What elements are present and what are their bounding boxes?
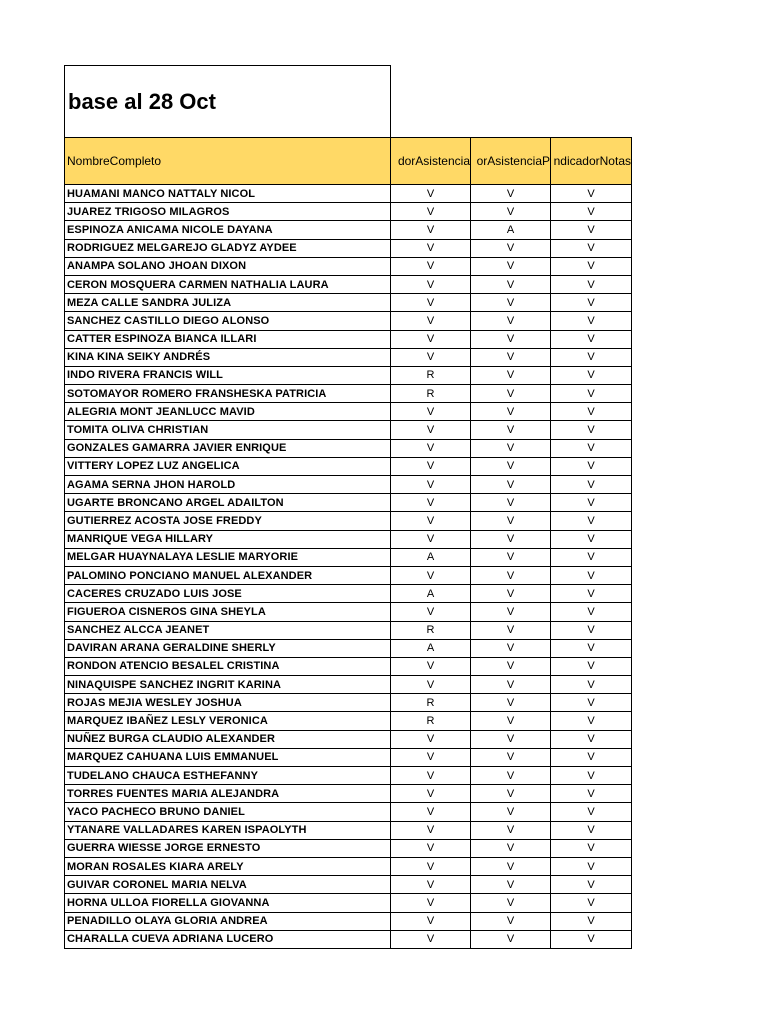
asistencia-cell[interactable]: A — [391, 639, 471, 657]
table-row — [65, 748, 632, 766]
asistencia-p-cell[interactable]: V — [471, 694, 551, 712]
asistencia-cell[interactable]: R — [391, 712, 471, 730]
asistencia-p-cell[interactable]: V — [471, 876, 551, 894]
notas-cell[interactable]: V — [551, 730, 632, 748]
table-row — [65, 639, 632, 657]
name-cell[interactable]: KINA KINA SEIKY ANDRÉS — [65, 348, 391, 366]
name-cell[interactable]: FIGUEROA CISNEROS GINA SHEYLA — [65, 603, 391, 621]
asistencia-cell[interactable]: V — [391, 312, 471, 330]
name-cell[interactable]: INDO RIVERA FRANCIS WILL — [65, 366, 391, 384]
name-cell[interactable]: ESPINOZA ANICAMA NICOLE DAYANA — [65, 221, 391, 239]
table-row — [65, 839, 632, 857]
asistencia-cell[interactable]: R — [391, 366, 471, 384]
table-row — [65, 857, 632, 875]
notas-cell[interactable]: V — [551, 821, 632, 839]
asistencia-p-cell[interactable]: V — [471, 603, 551, 621]
asistencia-p-cell[interactable]: V — [471, 403, 551, 421]
asistencia-p-cell[interactable]: V — [471, 203, 551, 221]
asistencia-cell[interactable]: V — [391, 476, 471, 494]
asistencia-cell[interactable]: R — [391, 621, 471, 639]
name-cell[interactable]: YTANARE VALLADARES KAREN ISPAOLYTH — [65, 821, 391, 839]
table-row — [65, 403, 632, 421]
notas-cell[interactable]: V — [551, 494, 632, 512]
notas-cell[interactable]: V — [551, 857, 632, 875]
asistencia-cell[interactable]: V — [391, 930, 471, 948]
name-cell[interactable]: HUAMANI MANCO NATTALY NICOL — [65, 185, 391, 203]
asistencia-p-cell[interactable]: V — [471, 767, 551, 785]
table-row — [65, 476, 632, 494]
table-row — [65, 585, 632, 603]
notas-cell[interactable]: V — [551, 785, 632, 803]
notas-cell[interactable]: V — [551, 639, 632, 657]
name-cell[interactable]: YACO PACHECO BRUNO DANIEL — [65, 803, 391, 821]
notas-cell[interactable]: V — [551, 694, 632, 712]
asistencia-cell[interactable]: V — [391, 257, 471, 275]
table-row — [65, 512, 632, 530]
name-cell[interactable]: TORRES FUENTES MARIA ALEJANDRA — [65, 785, 391, 803]
notas-cell[interactable]: V — [551, 476, 632, 494]
table-row — [65, 494, 632, 512]
asistencia-p-cell[interactable]: V — [471, 476, 551, 494]
table-row — [65, 294, 632, 312]
name-cell[interactable]: CERON MOSQUERA CARMEN NATHALIA LAURA — [65, 275, 391, 293]
asistencia-p-cell[interactable]: V — [471, 621, 551, 639]
asistencia-p-cell[interactable]: V — [471, 730, 551, 748]
name-cell[interactable]: SANCHEZ ALCCA JEANET — [65, 621, 391, 639]
asistencia-p-cell[interactable]: V — [471, 275, 551, 293]
asistencia-cell[interactable]: V — [391, 857, 471, 875]
table-row — [65, 821, 632, 839]
asistencia-cell[interactable]: V — [391, 185, 471, 203]
asistencia-p-cell[interactable]: V — [471, 494, 551, 512]
asistencia-p-cell[interactable]: V — [471, 930, 551, 948]
name-cell[interactable]: PENADILLO OLAYA GLORIA ANDREA — [65, 912, 391, 930]
name-cell[interactable]: NINAQUISPE SANCHEZ INGRIT KARINA — [65, 676, 391, 694]
table-row — [65, 385, 632, 403]
asistencia-p-cell[interactable]: V — [471, 457, 551, 475]
table-row — [65, 566, 632, 584]
table-row — [65, 257, 632, 275]
name-cell[interactable]: VITTERY LOPEZ LUZ ANGELICA — [65, 457, 391, 475]
asistencia-cell[interactable]: V — [391, 239, 471, 257]
table-row — [65, 185, 632, 203]
header-indicador-asistencia-p[interactable]: orAsistenciaP — [471, 138, 551, 185]
notas-cell[interactable]: V — [551, 403, 632, 421]
asistencia-p-cell[interactable]: V — [471, 348, 551, 366]
name-cell[interactable]: CATTER ESPINOZA BIANCA ILLARI — [65, 330, 391, 348]
asistencia-cell[interactable]: V — [391, 748, 471, 766]
table-row — [65, 657, 632, 675]
table-row — [65, 876, 632, 894]
name-cell[interactable]: PALOMINO PONCIANO MANUEL ALEXANDER — [65, 566, 391, 584]
asistencia-p-cell[interactable]: V — [471, 894, 551, 912]
notas-cell[interactable]: V — [551, 912, 632, 930]
name-cell[interactable]: SOTOMAYOR ROMERO FRANSHESKA PATRICIA — [65, 385, 391, 403]
asistencia-p-cell[interactable]: V — [471, 566, 551, 584]
table-row — [65, 603, 632, 621]
asistencia-p-cell[interactable]: V — [471, 639, 551, 657]
asistencia-cell[interactable]: V — [391, 494, 471, 512]
asistencia-cell[interactable]: V — [391, 439, 471, 457]
name-cell[interactable]: JUAREZ TRIGOSO MILAGROS — [65, 203, 391, 221]
name-cell[interactable]: CHARALLA CUEVA ADRIANA LUCERO — [65, 930, 391, 948]
notas-cell[interactable]: V — [551, 894, 632, 912]
name-cell[interactable]: MARQUEZ IBAÑEZ LESLY VERONICA — [65, 712, 391, 730]
header-nombre-completo[interactable]: NombreCompleto — [65, 138, 391, 185]
asistencia-cell[interactable]: V — [391, 876, 471, 894]
name-cell[interactable]: HORNA ULLOA FIORELLA GIOVANNA — [65, 894, 391, 912]
asistencia-p-cell[interactable]: V — [471, 857, 551, 875]
name-cell[interactable]: AGAMA SERNA JHON HAROLD — [65, 476, 391, 494]
notas-cell[interactable]: V — [551, 385, 632, 403]
asistencia-p-cell[interactable]: V — [471, 803, 551, 821]
asistencia-p-cell[interactable]: V — [471, 366, 551, 384]
asistencia-cell[interactable]: V — [391, 566, 471, 584]
name-cell[interactable]: RONDON ATENCIO BESALEL CRISTINA — [65, 657, 391, 675]
name-cell[interactable]: RODRIGUEZ MELGAREJO GLADYZ AYDEE — [65, 239, 391, 257]
header-indicador-asistencia[interactable]: dorAsistencia — [391, 138, 471, 185]
notas-cell[interactable]: V — [551, 621, 632, 639]
notas-cell[interactable]: V — [551, 512, 632, 530]
table-row — [65, 548, 632, 566]
table-row — [65, 912, 632, 930]
asistencia-p-cell[interactable]: V — [471, 585, 551, 603]
asistencia-p-cell[interactable]: V — [471, 912, 551, 930]
asistencia-p-cell[interactable]: V — [471, 712, 551, 730]
name-cell[interactable]: TUDELANO CHAUCA ESTHEFANNY — [65, 767, 391, 785]
asistencia-cell[interactable]: V — [391, 912, 471, 930]
sheet-title: base al 28 Oct — [65, 66, 391, 138]
asistencia-cell[interactable]: V — [391, 203, 471, 221]
name-cell[interactable]: MORAN ROSALES KIARA ARELY — [65, 857, 391, 875]
notas-cell[interactable]: V — [551, 566, 632, 584]
asistencia-p-cell[interactable]: V — [471, 785, 551, 803]
table-row — [65, 730, 632, 748]
asistencia-cell[interactable]: V — [391, 657, 471, 675]
table-row — [65, 439, 632, 457]
name-cell[interactable]: TOMITA OLIVA CHRISTIAN — [65, 421, 391, 439]
table-row — [65, 767, 632, 785]
asistencia-cell[interactable]: V — [391, 530, 471, 548]
name-cell[interactable]: ANAMPA SOLANO JHOAN DIXON — [65, 257, 391, 275]
name-cell[interactable]: CACERES CRUZADO LUIS JOSE — [65, 585, 391, 603]
asistencia-cell[interactable]: V — [391, 457, 471, 475]
asistencia-p-cell[interactable]: V — [471, 821, 551, 839]
table-row — [65, 530, 632, 548]
table-row — [65, 676, 632, 694]
asistencia-p-cell[interactable]: V — [471, 839, 551, 857]
table-row — [65, 785, 632, 803]
notas-cell[interactable]: V — [551, 603, 632, 621]
table-row — [65, 930, 632, 948]
asistencia-p-cell[interactable]: V — [471, 385, 551, 403]
notas-cell[interactable]: V — [551, 312, 632, 330]
asistencia-cell[interactable]: V — [391, 421, 471, 439]
name-cell[interactable]: ALEGRIA MONT JEANLUCC MAVID — [65, 403, 391, 421]
asistencia-p-cell[interactable]: V — [471, 548, 551, 566]
notas-cell[interactable]: V — [551, 203, 632, 221]
notas-cell[interactable]: V — [551, 330, 632, 348]
asistencia-p-cell[interactable]: V — [471, 239, 551, 257]
notas-cell[interactable]: V — [551, 221, 632, 239]
notas-cell[interactable]: V — [551, 294, 632, 312]
name-cell[interactable]: DAVIRAN ARANA GERALDINE SHERLY — [65, 639, 391, 657]
asistencia-cell[interactable]: V — [391, 330, 471, 348]
notas-cell[interactable]: V — [551, 548, 632, 566]
notas-cell[interactable]: V — [551, 585, 632, 603]
asistencia-cell[interactable]: V — [391, 676, 471, 694]
asistencia-p-cell[interactable]: V — [471, 748, 551, 766]
notas-cell[interactable]: V — [551, 239, 632, 257]
asistencia-cell[interactable]: V — [391, 294, 471, 312]
asistencia-cell[interactable]: V — [391, 603, 471, 621]
table-row — [65, 239, 632, 257]
notas-cell[interactable]: V — [551, 748, 632, 766]
asistencia-p-cell[interactable]: V — [471, 257, 551, 275]
asistencia-cell[interactable]: V — [391, 348, 471, 366]
asistencia-cell[interactable]: V — [391, 730, 471, 748]
asistencia-cell[interactable]: V — [391, 403, 471, 421]
name-cell[interactable]: ROJAS MEJIA WESLEY JOSHUA — [65, 694, 391, 712]
asistencia-p-cell[interactable]: V — [471, 676, 551, 694]
table-row — [65, 712, 632, 730]
asistencia-p-cell[interactable]: V — [471, 512, 551, 530]
asistencia-cell[interactable]: V — [391, 894, 471, 912]
notas-cell[interactable]: V — [551, 421, 632, 439]
notas-cell[interactable]: V — [551, 930, 632, 948]
name-cell[interactable]: GONZALES GAMARRA JAVIER ENRIQUE — [65, 439, 391, 457]
attendance-sheet — [64, 65, 632, 949]
asistencia-p-cell[interactable]: V — [471, 330, 551, 348]
name-cell[interactable]: GUIVAR CORONEL MARIA NELVA — [65, 876, 391, 894]
asistencia-cell[interactable]: V — [391, 839, 471, 857]
asistencia-cell[interactable]: R — [391, 694, 471, 712]
asistencia-cell[interactable]: V — [391, 767, 471, 785]
title-blank-area — [391, 66, 632, 138]
name-cell[interactable]: GUERRA WIESSE JORGE ERNESTO — [65, 839, 391, 857]
notas-cell[interactable]: V — [551, 257, 632, 275]
notas-cell[interactable]: V — [551, 767, 632, 785]
name-cell[interactable]: GUTIERREZ ACOSTA JOSE FREDDY — [65, 512, 391, 530]
asistencia-cell[interactable]: A — [391, 585, 471, 603]
header-indicador-notas[interactable]: ndicadorNotas — [551, 138, 632, 185]
asistencia-cell[interactable]: R — [391, 385, 471, 403]
table-row — [65, 457, 632, 475]
asistencia-p-cell[interactable]: V — [471, 312, 551, 330]
notas-cell[interactable]: V — [551, 876, 632, 894]
notas-cell[interactable]: V — [551, 530, 632, 548]
asistencia-cell[interactable]: V — [391, 275, 471, 293]
table-row — [65, 694, 632, 712]
notas-cell[interactable]: V — [551, 457, 632, 475]
asistencia-p-cell[interactable]: V — [471, 657, 551, 675]
name-cell[interactable]: MARQUEZ CAHUANA LUIS EMMANUEL — [65, 748, 391, 766]
table-row — [65, 221, 632, 239]
asistencia-p-cell[interactable]: A — [471, 221, 551, 239]
name-cell[interactable]: NUÑEZ BURGA CLAUDIO ALEXANDER — [65, 730, 391, 748]
table-row — [65, 275, 632, 293]
table-row — [65, 203, 632, 221]
table-row — [65, 348, 632, 366]
asistencia-p-cell[interactable]: V — [471, 530, 551, 548]
asistencia-cell[interactable]: V — [391, 821, 471, 839]
asistencia-cell[interactable]: V — [391, 785, 471, 803]
notas-cell[interactable]: V — [551, 839, 632, 857]
notas-cell[interactable]: V — [551, 185, 632, 203]
notas-cell[interactable]: V — [551, 439, 632, 457]
asistencia-cell[interactable]: V — [391, 512, 471, 530]
table-row — [65, 894, 632, 912]
notas-cell[interactable]: V — [551, 348, 632, 366]
asistencia-cell[interactable]: V — [391, 803, 471, 821]
notas-cell[interactable]: V — [551, 803, 632, 821]
asistencia-cell[interactable]: V — [391, 221, 471, 239]
table-row — [65, 366, 632, 384]
asistencia-p-cell[interactable]: V — [471, 439, 551, 457]
asistencia-p-cell[interactable]: V — [471, 421, 551, 439]
table-row — [65, 330, 632, 348]
name-cell[interactable]: MANRIQUE VEGA HILLARY — [65, 530, 391, 548]
notas-cell[interactable]: V — [551, 275, 632, 293]
notas-cell[interactable]: V — [551, 676, 632, 694]
notas-cell[interactable]: V — [551, 657, 632, 675]
notas-cell[interactable]: V — [551, 712, 632, 730]
table-row — [65, 803, 632, 821]
notas-cell[interactable]: V — [551, 366, 632, 384]
table-row — [65, 312, 632, 330]
asistencia-p-cell[interactable]: V — [471, 294, 551, 312]
name-cell[interactable]: MELGAR HUAYNALAYA LESLIE MARYORIE — [65, 548, 391, 566]
name-cell[interactable]: SANCHEZ CASTILLO DIEGO ALONSO — [65, 312, 391, 330]
asistencia-p-cell[interactable]: V — [471, 185, 551, 203]
table-row — [65, 421, 632, 439]
name-cell[interactable]: MEZA CALLE SANDRA JULIZA — [65, 294, 391, 312]
name-cell[interactable]: UGARTE BRONCANO ARGEL ADAILTON — [65, 494, 391, 512]
asistencia-cell[interactable]: A — [391, 548, 471, 566]
table-row — [65, 621, 632, 639]
